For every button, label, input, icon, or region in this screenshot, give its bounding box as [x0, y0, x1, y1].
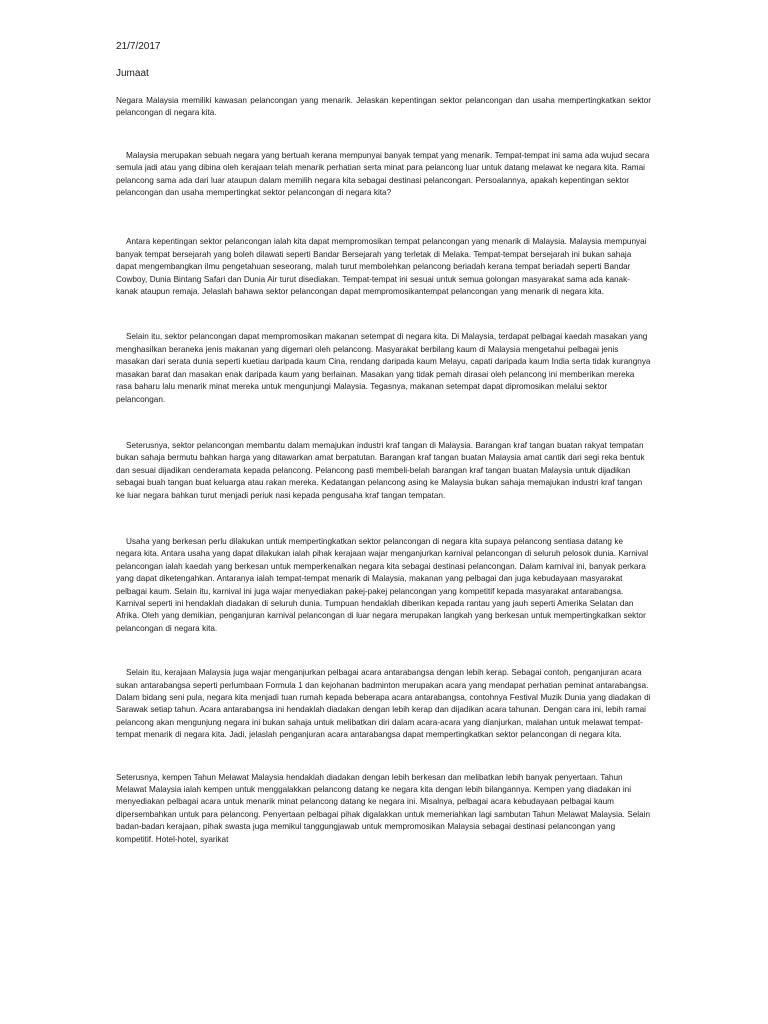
paragraph-introduction: Malaysia merupakan sebuah negara yang bertuah kerana mempunyai banyak tempat yang menarik. Tempat-tempat ini sama ada wujud secara semula jadi atau yang dibina oleh kerajaan telah menarik perhatian serta minat para pelancong luar untuk datang melawat ke negara kita. Ramai pelancong sama ada dari luar ataupun dalam memilih negara kita sebagai destinasi pelancongan. Persoalannya, apakah kepentingan sektor pelancongan dan usaha mempertingkat sektor pelancongan di negara kita?	[116, 150, 650, 198]
essay-question: Negara Malaysia memiliki kawasan pelancongan yang menarik. Jelaskan kepentingan sektor pelancongan dan usaha mempertingkatkan sektor pelancongan di negara kita.	[116, 96, 651, 118]
essay-date: 21/7/2017	[116, 41, 161, 52]
paragraph-body: Selain itu, sektor pelancongan dapat mempromosikan makanan setempat di negara kita. Di Malaysia, terdapat pelbagai kaedah masakan yang menghasilkan beraneka jenis makanan yang digemari oleh pelancong. Masyarakat berbilang kaum di Malaysia mengetahui pelbagai jenis masakan dari serata dunia seperti kuetiau daripada kaum Cina, rendang daripada kaum Melayu, capati daripada kaum India serta tidak kurangnya masakan barat dan masakan enak daripada kaum yang berlainan. Masakan yang tidak pernah dirasai oleh pelancong ini memberikan mereka rasa baharu lalu menarik minat mereka untuk mengunjungi Malaysia. Tegasnya, makanan setempat dapat dipromosikan melalui sektor pelancongan.	[116, 332, 651, 404]
paragraph-body: Seterusnya, sektor pelancongan membantu dalam memajukan industri kraf tangan di Malaysia. Barangan kraf tangan buatan rakyat tempatan bukan sahaja bermutu bahkan harga yang ditawarkan amat berpatutan. Barangan kraf tangan buatan Malaysia amat cantik dari segi reka bentuk dan sesuai dijadikan cenderamata kepada pelancong. Pelancong pasti membeli-belah barangan kraf tangan buatan Malaysia untuk dijadikan sebagai buah tangan buat keluarga atau rakan mereka. Kedatangan pelancong asing ke Malaysia bukan sahaja memajukan industri kraf tangan ke luar negara bahkan turut menjadi periuk nasi kepada pengusaha kraf tangan tempatan.	[116, 440, 645, 500]
essay-content	[116, 40, 651, 846]
paragraph-body: Selain itu, kerajaan Malaysia juga wajar menganjurkan pelbagai acara antarabangsa dengan lebih kerap. Sebagai contoh, penganjuran acara sukan antarabangsa seperti perlumbaan Formula 1 dan kejohanan badminton merupakan acara yang mendapat perhatian peminat antarabangsa. Dalam bidang seni pula, negara kita menjadi tuan rumah kepada beberapa acara antarabangsa, contohnya Festival Muzik Dunia yang diadakan di Sarawak setiap tahun. Acara antarabangsa ini hendaklah diadakan dengan lebih kerap dan dijadikan acara tahunan. Dengan cara ini, lebih ramai pelancong akan mengunjung negara ini bukan sahaja untuk melibatkan diri dalam acara-acara yang dianjurkan, malahan untuk melawat tempat-tempat menarik di negara kita. Jadi, jelaslah penganjuran acara antarabangsa dapat mempertingkatkan sektor pelancongan di negara kita.	[116, 668, 651, 740]
paragraph-body: Antara kepentingan sektor pelancongan ialah kita dapat mempromosikan tempat pelancongan yang menarik di Malaysia. Malaysia mempunyai banyak tempat bersejarah yang boleh dilawati seperti Bandar Bersejarah yang terletak di Melaka. Tempat-tempat bersejarah ini bukan sahaja dapat mengembangkan ilmu pengetahuan seseorang, malah turut membolehkan pelancong beriadah kerana tempat beriadah seperti Bandar Cowboy, Dunia Bintang Safari dan Dunia Air turut disediakan. Tempat-tempat ini sesuai untuk semua golongan masyarakat sama ada kanak-kanak ataupun remaja. Jelaslah bahawa sektor pelancongan dapat mempromosikantempat pelancongan yang menarik di negara kita.	[116, 237, 647, 297]
paragraph-body: Usaha yang berkesan perlu dilakukan untuk mempertingkatkan sektor pelancongan di negara kita supaya pelancong sentiasa datang ke negara kita. Antara usaha yang dapat dilakukan ialah pihak kerajaan wajar menganjurkan karnival pelancongan di seluruh pelosok dunia. Karnival pelancongan ialah kaedah yang berkesan untuk memperkenalkan negara kita sebagai destinasi pelancongan. Dalam karnival ini, banyak perkara yang dapat diketengahkan. Antaranya ialah tempat-tempat menarik di Malaysia, makanan yang pelbagai dan juga kebudayaan masyarakat pelbagai kaum. Selain itu, karnival ini juga wajar menyediakan pakej-pakej pelancongan yang kompetitif kepada masyarakat antarabangsa. Karnival seperti ini hendaklah diadakan di seluruh dunia. Tumpuan hendaklah diberikan kepada rantau yang jauh seperti Amerika Selatan dan Afrika. Oleh yang demikian, penganjuran karnival pelancongan di luar negara merupakan langkah yang berkesan untuk mempertingkatkan sektor pelancongan di negara kita.	[116, 536, 649, 633]
essay-day: Jumaat	[116, 68, 149, 79]
paragraph-body: Seterusnya, kempen Tahun Melawat Malaysia hendaklah diadakan dengan lebih berkesan dan melibatkan lebih banyak penyertaan. Tahun Melawat Malaysia ialah kempen untuk menggalakkan pelancong datang ke negara kita dengan lebih bilangannya. Kempen yang diadakan ini menyediakan pelbagai acara untuk menarik minat pelancong datang ke negara ini. Misalnya, pelbagai acara kebudayaan pelbagai kaum dipersembahkan untuk para pelancong. Penyertaan pelbagai pihak digalakkan untuk memeriahkan lagi sambutan Tahun Melawat Malaysia. Selain badan-badan kerajaan, pihak swasta juga memikul tanggungjawab untuk mempromosikan Malaysia sebagai destinasi pelancongan yang kompetitif. Hotel-hotel, syarikat	[116, 772, 651, 844]
